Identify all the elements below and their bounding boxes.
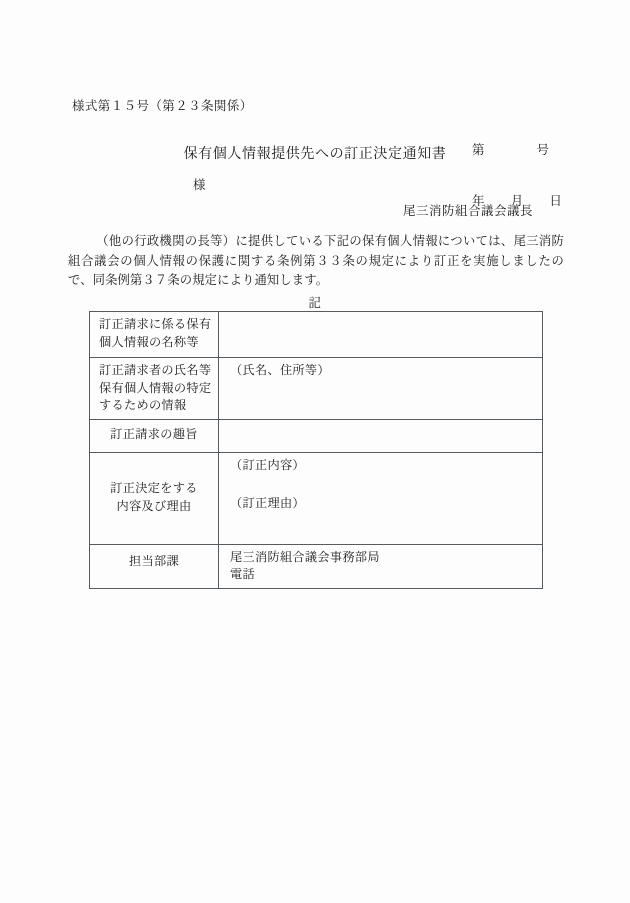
label-line: 内容及び理由 [116,498,192,513]
value-line: （訂正内容） [230,457,305,472]
document-number-line: 第 号 [472,142,550,157]
row-value-cell[interactable] [219,452,543,544]
value-line: 電話 [230,567,255,581]
row-value-cell[interactable] [219,312,543,358]
row-label-cell [90,358,219,420]
row-label [90,420,218,451]
document-date-line: 年 月 日 [472,193,563,208]
label-line: 訂正決定をする [110,481,198,495]
label-line: 個人情報の名称等 [99,334,199,349]
addressee-label: 様 [193,177,206,192]
row-value-cell[interactable] [219,544,543,588]
row-label-cell [90,312,219,358]
row-label [90,453,218,543]
body-paragraph: （他の行政機関の長等）に提供している下記の保有個人情報については、尾三消防組合議会の個人情報の保護に関する条例第３３条の規定により訂正を実施しましたので、同条例第３７条の規定により通知します。 [68,234,564,287]
label-line: 訂正請求に係る保有 [99,317,212,331]
value-line: （訂正理由） [230,496,305,510]
label-line: 訂正請求の趣旨 [110,427,198,442]
row-label [90,312,218,355]
row-value-cell[interactable] [219,358,543,420]
table-row [90,419,543,452]
row-value [219,358,542,384]
value-line: 尾三消防組合議会事務部局 [230,549,380,564]
issuer-name: 尾三消防組合議会議長 [403,203,534,218]
row-label [90,545,218,579]
label-line: 担当部課 [129,553,179,568]
row-value-cell[interactable] [219,419,543,452]
table-row [90,312,543,358]
form-number: 様式第１５号（第２３条関係） [72,98,253,113]
document-meta [472,107,562,243]
row-label-cell [90,544,219,588]
table-row [90,544,543,588]
row-value [219,420,542,428]
row-label-cell [90,419,219,452]
label-line: するための情報 [99,398,187,412]
ki-mark: 記 [308,295,322,310]
row-label-cell [90,452,219,544]
row-value [219,453,542,517]
table-row [90,452,543,544]
table-row [90,358,543,420]
value-spacer [230,474,535,495]
value-line: （氏名、住所等） [230,363,330,377]
row-label [90,358,218,419]
page-title: 保有個人情報提供先への訂正決定通知書 [183,146,447,162]
label-line: 保有個人情報の特定 [99,380,212,395]
row-value [219,312,542,320]
label-line: 訂正請求者の氏名等 [99,363,212,377]
row-value [219,545,542,588]
form-table [89,311,543,589]
